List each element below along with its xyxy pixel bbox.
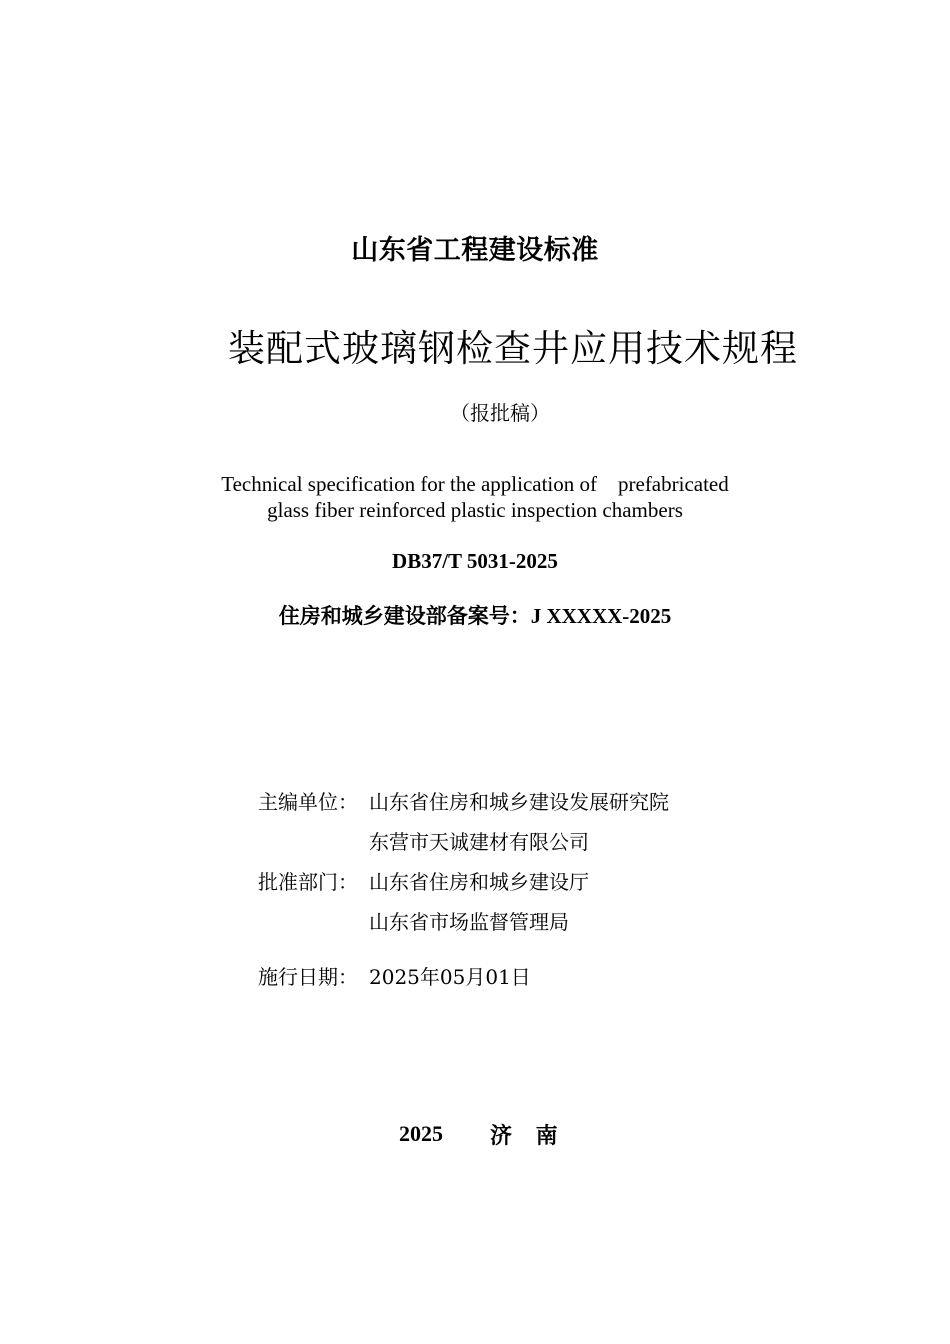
approval-department-label: 批准部门： xyxy=(258,870,358,894)
record-number xyxy=(0,600,950,630)
standard-code: DB37/T 5031-2025 xyxy=(392,549,558,573)
chief-editor-label: 主编单位： xyxy=(258,790,358,814)
publication-city: 济 南 xyxy=(490,1124,566,1149)
publication-year: 2025 xyxy=(399,1121,443,1146)
standard-series-title: 山东省工程建设标准 xyxy=(351,235,599,266)
approval-department-2: 山东省市场监督管理局 xyxy=(369,910,569,934)
record-number-label: 住房和城乡建设部备案号： xyxy=(278,604,531,628)
document-title-english-line-2: glass fiber reinforced plastic inspection chambers xyxy=(267,498,683,522)
document-title-english-line-1: Technical specification for the application of prefabricated xyxy=(221,472,729,496)
approval-department-1: 山东省住房和城乡建设厅 xyxy=(369,870,589,894)
effective-date-label: 施行日期： xyxy=(258,965,358,989)
draft-status: （报批稿） xyxy=(450,401,550,425)
effective-date-value: 2025年05月01日 xyxy=(369,965,531,989)
chief-editor-unit-2: 东营市天诚建材有限公司 xyxy=(369,830,589,854)
chief-editor-unit-1: 山东省住房和城乡建设发展研究院 xyxy=(369,790,669,814)
document-title-chinese: 装配式玻璃钢检查井应用技术规程 xyxy=(228,327,798,370)
record-number-value: J XXXXX-2025 xyxy=(530,604,672,628)
